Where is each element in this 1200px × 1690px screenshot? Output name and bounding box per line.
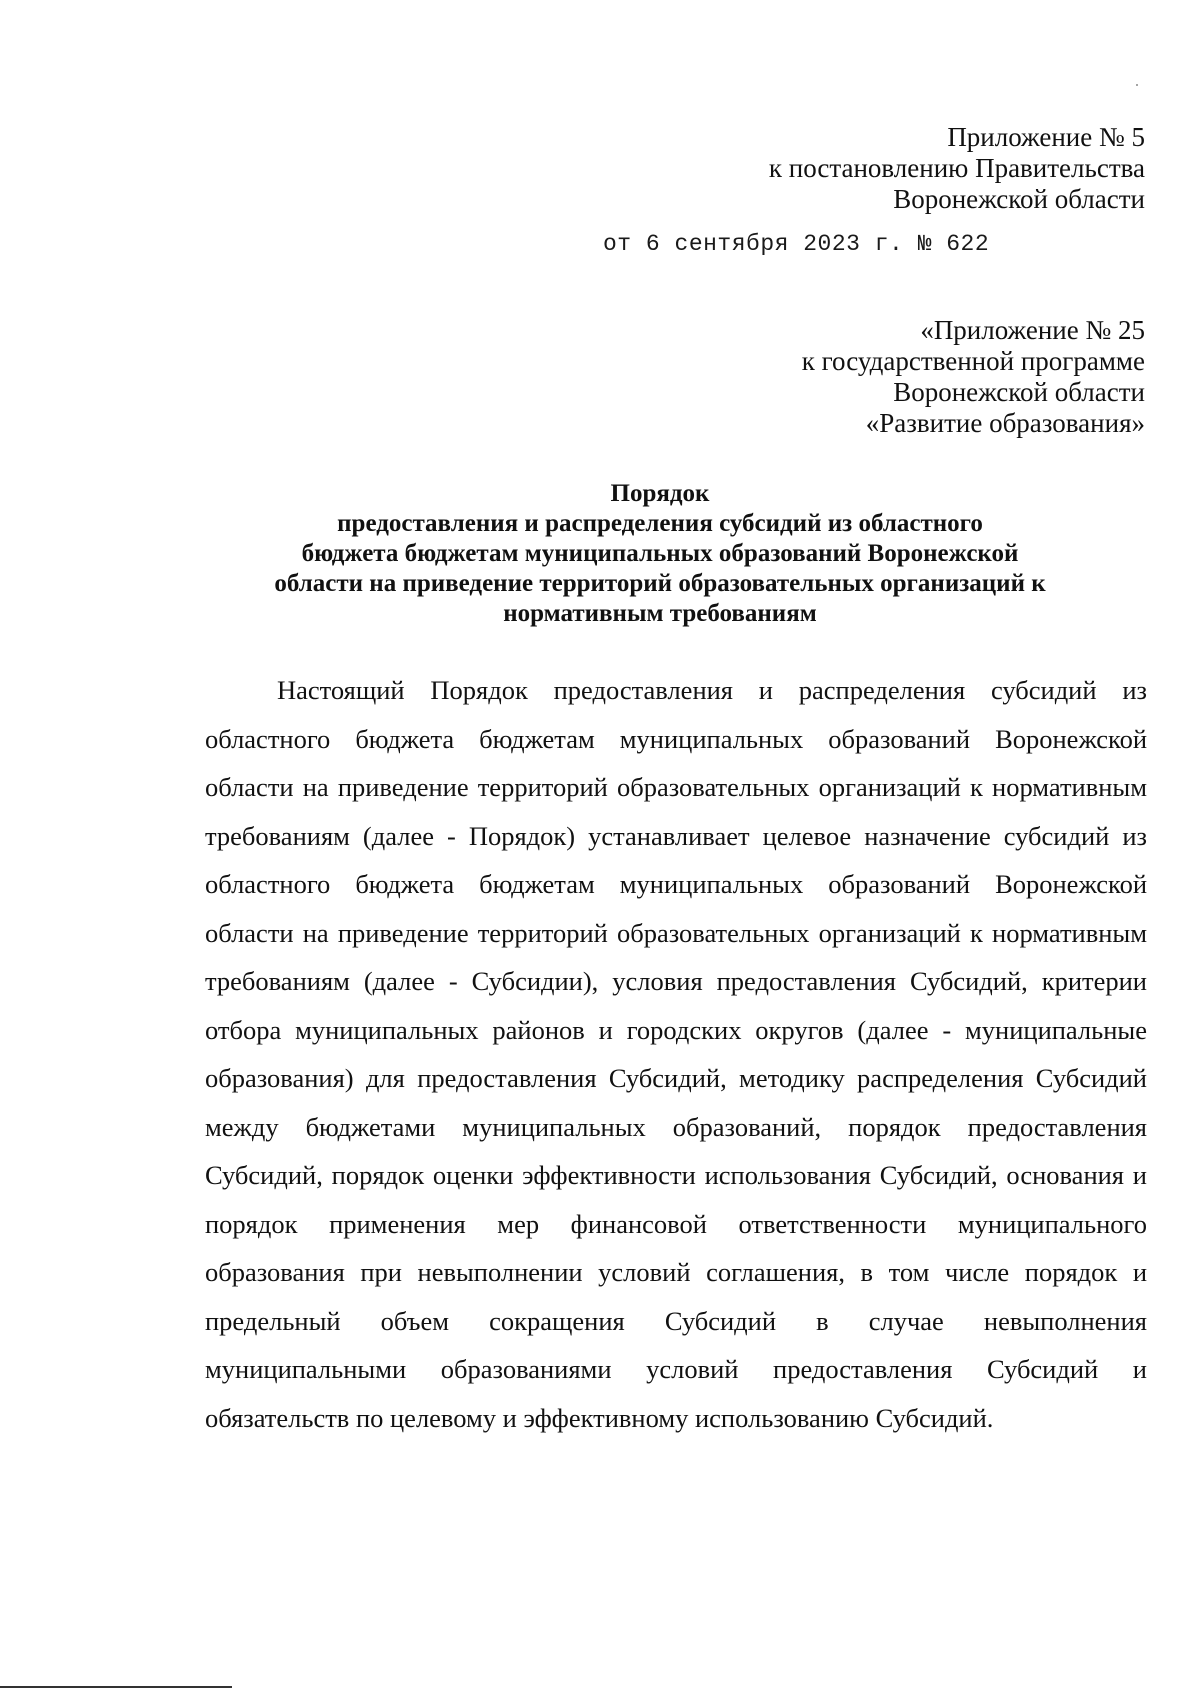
- appendix-25-program: «Развитие образования»: [865, 408, 1145, 438]
- appendix-5-title: Приложение № 5: [947, 122, 1145, 152]
- appendix-5-header: [769, 122, 1145, 215]
- decree-date-number: от 6 сентября 2023 г. № 622: [603, 231, 990, 257]
- appendix-25-reference: к государственной программе: [801, 346, 1145, 376]
- title-line-1: Порядок: [610, 480, 710, 507]
- document-title: [180, 479, 1140, 629]
- appendix-5-region: Воронежской области: [893, 184, 1145, 214]
- footnote-divider: [0, 1686, 232, 1688]
- appendix-5-reference: к постановлению Правительства: [768, 153, 1145, 183]
- title-line-4: области на приведение территорий образовательных организаций к: [274, 570, 1046, 597]
- title-line-3: бюджета бюджетам муниципальных образований Воронежской: [301, 540, 1019, 567]
- appendix-25-header: [802, 315, 1145, 439]
- title-line-2: предоставления и распределения субсидий из областного: [337, 510, 983, 537]
- scan-speck: [1136, 84, 1138, 86]
- appendix-25-region: Воронежской области: [893, 377, 1145, 407]
- body-paragraph: Настоящий Порядок предоставления и распределения субсидий из областного бюджета бюджетам муниципальных образований Воронежской области на приведение территорий образовательных организаций к нормативным требованиям (далее - Порядок) устанавливает целевое назначение субсидий из областного бюджета бюджетам муниципальных образований Воронежской области на приведение территорий образовательных организаций к нормативным требованиям (далее - Субсидии), условия предоставления Субсидий, критерии отбора муниципальных районов и городских округов (далее - муниципальные образования) для предоставления Субсидий, методику распределения Субсидий между бюджетами муниципальных образований, порядок предоставления Субсидий, порядок оценки эффективности использования Субсидий, основания и порядок применения мер финансовой ответственности муниципального образования при невыполнении условий соглашения, в том числе порядок и предельный объем сокращения Субсидий в случае невыполнения муниципальными образованиями условий предоставления Субсидий и обязательств по целевому и эффективному использованию Субсидий.: [205, 675, 1147, 1433]
- appendix-25-title: «Приложение № 25: [920, 315, 1145, 345]
- title-line-5: нормативным требованиям: [503, 600, 817, 627]
